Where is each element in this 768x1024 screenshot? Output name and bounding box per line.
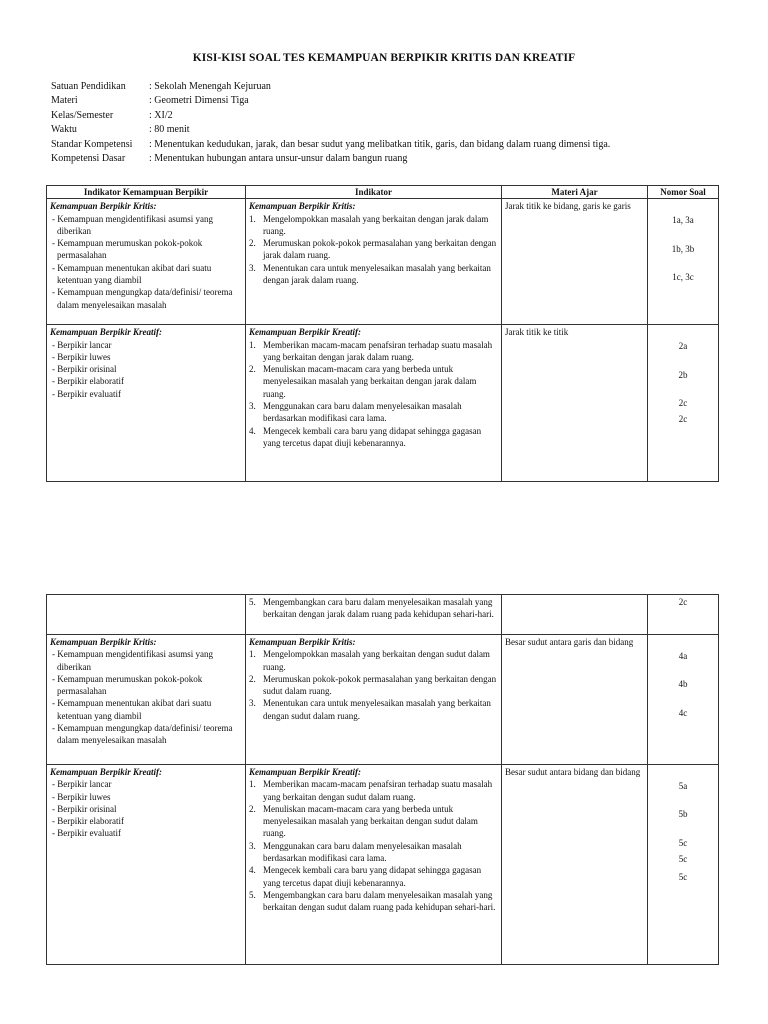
- list-item: - Berpikir orisinal: [52, 803, 117, 814]
- cell-nomor: [648, 765, 719, 965]
- meta-label: Kelas/Semester: [51, 109, 114, 121]
- kreatif-heading: Kemampuan Berpikir Kreatif:: [249, 767, 362, 777]
- meta-label: Satuan Pendidikan: [51, 81, 126, 92]
- cell-nomor: [648, 199, 719, 325]
- nomor-value: 5c: [678, 837, 688, 848]
- list-item: 4. Mengecek kembali cara baru yang didapat sehingga gagasan yang tercetus dapat diuji kebenarannya.: [249, 425, 482, 448]
- cell-materi: Jarak titik ke bidang, garis ke garis: [502, 199, 648, 325]
- nomor-value: 5b: [678, 809, 688, 820]
- list-item: - Berpikir evaluatif: [52, 388, 121, 399]
- nomor-value: 1b, 3b: [671, 243, 695, 254]
- meta-value: : Menentukan kedudukan, jarak, dan besar sudut yang melibatkan titik, garis, dan bidang dalam ruang dimensi tiga.: [149, 138, 611, 150]
- indikator-list: [249, 648, 498, 722]
- cell-nomor: [648, 325, 719, 482]
- list-item: - Kemampuan merumuskan pokok-pokok permasalahan: [52, 673, 203, 697]
- list-item: - Kemampuan menentukan akibat dari suatu ketentuan yang diambil: [52, 262, 212, 286]
- cell-kemampuan: [47, 765, 246, 965]
- list-item: - Berpikir lancar: [52, 779, 112, 790]
- nomor-value: 2c: [678, 597, 688, 607]
- cell-kemampuan: [47, 635, 246, 765]
- header-nomor-soal: Nomor Soal: [648, 186, 719, 199]
- list-item: - Kemampuan menentukan akibat dari suatu ketentuan yang diambil: [52, 698, 212, 721]
- list-item: 3. Menentukan cara untuk menyelesaikan masalah yang berkaitan dengan sudut dalam ruang.: [249, 698, 491, 721]
- list-item: 1. Memberikan macam-macam penafsiran terhadap suatu masalah yang berkaitan dengan jarak dalam ruang.: [249, 339, 493, 362]
- list-item: 1. Memberikan macam-macam penafsiran terhadap suatu masalah yang berkaitan dengan sudut dalam ruang.: [249, 779, 493, 802]
- cell-nomor: [648, 635, 719, 765]
- list-item: - Kemampuan merumuskan pokok-pokok permasalahan: [52, 238, 203, 261]
- kritis-heading: Kemampuan Berpikir Kritis:: [249, 637, 356, 647]
- meta-label: Standar Kompetensi: [51, 138, 133, 150]
- cell-nomor: [648, 595, 719, 635]
- meta-row: [51, 123, 751, 137]
- nomor-value: 4c: [678, 707, 688, 718]
- kreatif-heading: Kemampuan Berpikir Kreatif:: [50, 767, 163, 777]
- kritis-heading: Kemampuan Berpikir Kritis:: [50, 201, 157, 212]
- list-item: 3. Menggunakan cara baru dalam menyelesaikan masalah berdasarkan modifikasi cara lama.: [249, 401, 462, 424]
- cell-materi: Besar sudut antara garis dan bidang: [502, 635, 648, 765]
- nomor-value: 5c: [678, 853, 688, 864]
- kritis-heading: Kemampuan Berpikir Kritis:: [249, 201, 356, 212]
- list-item: - Berpikir elaboratif: [52, 816, 124, 827]
- list-item: - Berpikir orisinal: [52, 364, 117, 375]
- nomor-value: 2a: [678, 341, 688, 352]
- nomor-value: 4a: [678, 651, 688, 661]
- indikator-list: [249, 596, 498, 621]
- document-title: KISI-KISI SOAL TES KEMAMPUAN BERPIKIR KRITIS DAN KREATIF: [192, 52, 576, 64]
- table-header-row: [47, 186, 719, 199]
- nomor-value: 2c: [678, 414, 688, 425]
- cell-indikator: [246, 765, 502, 965]
- table-row-kritis-jarak: [47, 199, 719, 325]
- kreatif-heading: Kemampuan Berpikir Kreatif:: [249, 327, 362, 338]
- list-item: 2. Merumuskan pokok-pokok permasalahan yang berkaitan dengan jarak dalam ruang.: [249, 238, 497, 261]
- list-item: 5. Mengembangkan cara baru dalam menyelesaikan masalah yang berkaitan dengan sudut dalam ruang pada kehidupan sehari-hari.: [249, 889, 496, 913]
- cell-indikator: [246, 199, 502, 325]
- cell-materi: Besar sudut antara bidang dan bidang: [502, 765, 648, 965]
- list-item: 2. Menuliskan macam-macam cara yang berbeda untuk menyelesaikan masalah yang berkaitan dengan jarak dalam ruang.: [249, 364, 477, 399]
- nomor-value: 1c, 3c: [672, 271, 694, 282]
- kisi-table-page-1: [46, 185, 719, 482]
- cell-kemampuan: [47, 595, 246, 635]
- kisi-table-page-2: [46, 594, 719, 965]
- nomor-value: 1a, 3a: [672, 215, 694, 226]
- list-item: - Berpikir evaluatif: [52, 828, 121, 839]
- meta-row: [51, 80, 751, 94]
- header-indikator: Indikator: [246, 186, 502, 199]
- list-item: 2. Menuliskan macam-macam cara yang berbeda untuk menyelesaikan masalah yang berkaitan dengan sudut dalam ruang.: [249, 803, 478, 839]
- list-item: - Berpikir elaboratif: [52, 376, 124, 387]
- table-row-kritis-sudut: [47, 635, 719, 765]
- list-item: 5. Mengembangkan cara baru dalam menyelesaikan masalah yang berkaitan dengan jarak dalam ruang pada kehidupan sehari-hari.: [249, 597, 494, 620]
- cell-indikator: [246, 595, 502, 635]
- indikator-list: [249, 213, 498, 287]
- indikator-list: [249, 339, 498, 450]
- meta-row: [51, 152, 751, 166]
- document-meta: [51, 80, 751, 166]
- list-item: 1. Mengelompokkan masalah yang berkaitan dengan jarak dalam ruang.: [249, 213, 489, 236]
- table-row-kreatif-jarak-cont: [47, 595, 719, 635]
- meta-row: [51, 109, 751, 123]
- nomor-value: 2c: [678, 397, 688, 408]
- nomor-value: 4b: [678, 679, 688, 690]
- kritis-heading: Kemampuan Berpikir Kritis:: [50, 637, 157, 647]
- meta-value: : Sekolah Menengah Kejuruan: [149, 81, 271, 92]
- list-item: - Berpikir luwes: [52, 791, 111, 802]
- meta-label: Materi: [51, 95, 78, 107]
- kreatif-heading: Kemampuan Berpikir Kreatif:: [50, 327, 163, 338]
- cell-kemampuan: [47, 199, 246, 325]
- meta-value: : Menentukan hubungan antara unsur-unsur dalam bangun ruang: [149, 153, 408, 165]
- meta-value: : Geometri Dimensi Tiga: [149, 95, 249, 107]
- meta-value: : 80 menit: [149, 124, 190, 136]
- meta-label: Kompetensi Dasar: [51, 153, 126, 165]
- meta-row: [51, 138, 751, 152]
- list-item: - Kemampuan mengungkap data/definisi/ teorema dalam menyelesaikan masalah: [52, 287, 233, 310]
- header-indikator-kemampuan: Indikator Kemampuan Berpikir: [47, 186, 246, 199]
- nomor-value: 5a: [678, 781, 688, 791]
- meta-value: : XI/2: [149, 109, 173, 121]
- list-item: - Kemampuan mengidentifikasi asumsi yang diberikan: [52, 213, 213, 236]
- nomor-value: 2b: [678, 369, 688, 380]
- cell-indikator: [246, 635, 502, 765]
- list-item: 3. Menentukan cara untuk menyelesaikan masalah yang berkaitan dengan jarak dalam ruang.: [249, 262, 491, 286]
- list-item: 2. Merumuskan pokok-pokok permasalahan yang berkaitan dengan sudut dalam ruang.: [249, 673, 497, 697]
- list-item: - Kemampuan mengungkap data/definisi/ teorema dalam menyelesaikan masalah: [52, 723, 233, 746]
- table-row-kreatif-jarak: [47, 325, 719, 482]
- header-materi-ajar: Materi Ajar: [502, 186, 648, 199]
- table-row-kreatif-sudut: [47, 765, 719, 965]
- list-item: 1. Mengelompokkan masalah yang berkaitan dengan sudut dalam ruang.: [249, 649, 490, 672]
- nomor-value: 5c: [678, 872, 688, 883]
- list-item: - Kemampuan mengidentifikasi asumsi yang diberikan: [52, 649, 213, 672]
- cell-indikator: [246, 325, 502, 482]
- list-item: 3. Menggunakan cara baru dalam menyelesaikan masalah berdasarkan modifikasi cara lama.: [249, 840, 462, 864]
- list-item: - Berpikir luwes: [52, 351, 111, 362]
- list-item: - Berpikir lancar: [52, 339, 112, 350]
- cell-materi: [502, 595, 648, 635]
- meta-row: [51, 94, 751, 108]
- meta-label: Waktu: [51, 124, 77, 136]
- cell-kemampuan: [47, 325, 246, 482]
- indikator-list: [249, 778, 498, 913]
- list-item: 4. Mengecek kembali cara baru yang didapat sehingga gagasan yang tercetus dapat diuji kebenarannya.: [249, 865, 482, 888]
- cell-materi: Jarak titik ke titik: [502, 325, 648, 482]
